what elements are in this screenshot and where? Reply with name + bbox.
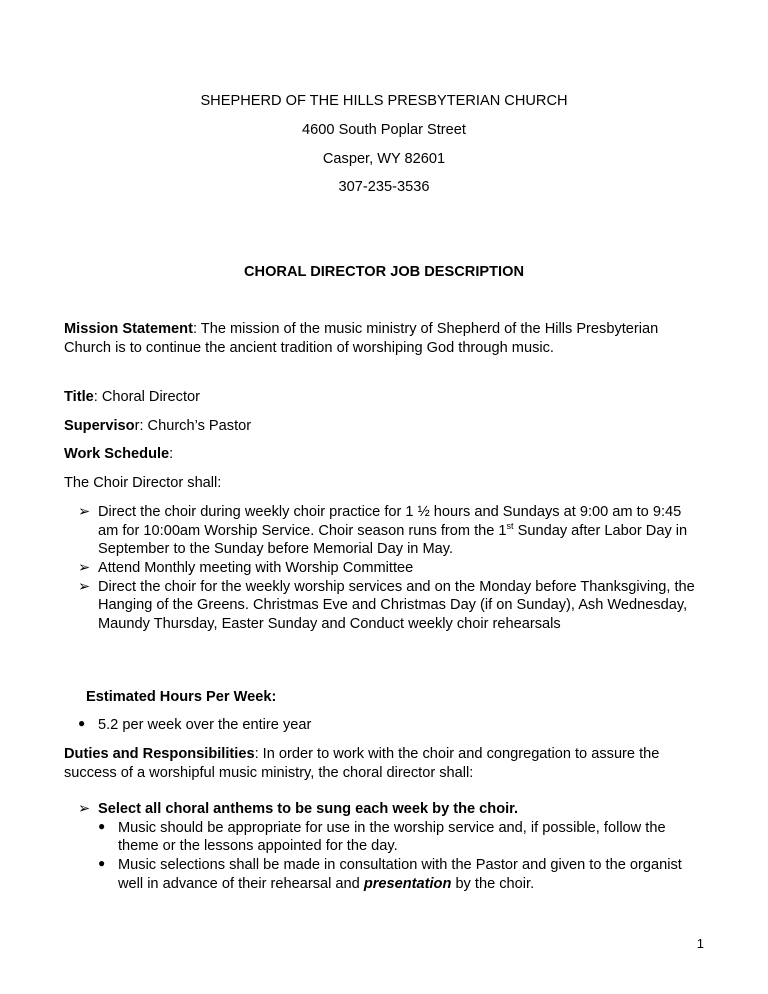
arrow-bullet-icon: ➢ bbox=[78, 560, 91, 577]
hours-label: Estimated Hours Per Week: bbox=[86, 689, 277, 705]
mission-text: : The mission of the music ministry of Shepherd of the Hills Presbyterian Church is to continue the ancient tradition of worshiping God through music. bbox=[64, 321, 659, 356]
mission-label: Mission Statement bbox=[64, 321, 193, 337]
list-item bbox=[84, 856, 704, 893]
emphasis-word: presentation bbox=[363, 875, 452, 892]
hours-item-text: 5.2 per week over the entire year bbox=[98, 717, 312, 733]
schedule-item-1-text-cont: Sunday after Labor Day in September to the Sunday before Memorial Day in May. bbox=[98, 522, 688, 558]
arrow-bullet-icon: ➢ bbox=[78, 504, 91, 520]
supervisor-line bbox=[64, 417, 704, 436]
schedule-item-2-text: Attend Monthly meeting with Worship Committee bbox=[98, 560, 414, 577]
ordinal-suffix: st bbox=[506, 520, 514, 531]
duties-sub-item-2: Music selections shall be made in consultation with the Pastor and given to the organist well in advance of their rehearsal and bbox=[118, 857, 682, 892]
church-city: Casper, WY 82601 bbox=[322, 151, 446, 167]
dot-bullet-icon: ● bbox=[78, 716, 86, 730]
church-street: 4600 South Poplar Street bbox=[302, 122, 466, 138]
duties-main-item: Select all choral anthems to be sung each week by the choir. bbox=[98, 801, 519, 817]
supervisor-value: : Church’s Pastor bbox=[139, 418, 252, 434]
arrow-bullet-icon: ➢ bbox=[78, 578, 91, 595]
page-number: 1 bbox=[696, 936, 704, 951]
list-item bbox=[64, 800, 704, 893]
schedule-item-1-text: Direct the choir during weekly choir practice for 1 ½ hours and Sundays at 9:00 am to 9:45 am for 10:00am Worship Service. Choir season runs from the 1 bbox=[98, 504, 682, 539]
work-schedule-label: Work Schedule bbox=[64, 446, 170, 462]
supervisor-label-rest: r bbox=[134, 418, 140, 434]
hours-heading bbox=[64, 688, 704, 707]
duties-sub-item-2-end: by the choir. bbox=[451, 875, 535, 892]
dot-bullet-icon: ● bbox=[98, 818, 106, 833]
hours-list bbox=[64, 716, 704, 735]
schedule-item-3-text: Direct the choir for the weekly worship services and on the Monday before Thanksgiving, the Hanging of the Greens. Christmas Eve and Christmas Day (if on Sunday), Ash Wednesday, Maundy Thursday, Easter Sunday and Conduct weekly choir rehearsals bbox=[98, 578, 695, 633]
dot-bullet-icon: ● bbox=[98, 856, 106, 871]
list-item bbox=[64, 503, 704, 559]
work-schedule-list bbox=[64, 503, 704, 634]
duties-sub-item-1: Music should be appropriate for use in the worship service and, if possible, follow the theme or the lessons appointed for the day. bbox=[118, 819, 666, 855]
job-title-line bbox=[64, 388, 704, 407]
duties-text: : In order to work with the choir and congregation to assure the success of a worshipful music ministry, the choral director shall: bbox=[64, 746, 660, 781]
duties-label: Duties and Responsibilities bbox=[64, 746, 255, 762]
job-title-value: : Choral Director bbox=[93, 389, 200, 405]
work-schedule-intro: The Choir Director shall: bbox=[64, 475, 222, 491]
list-item bbox=[64, 578, 704, 634]
supervisor-label: Superviso bbox=[64, 418, 135, 434]
list-item bbox=[64, 716, 704, 735]
work-schedule-colon: : bbox=[169, 446, 174, 462]
work-schedule-heading bbox=[64, 445, 704, 464]
list-item bbox=[84, 819, 704, 856]
job-title-label: Title bbox=[64, 389, 94, 405]
list-item bbox=[64, 559, 704, 578]
duties-paragraph bbox=[64, 745, 704, 782]
church-phone: 307-235-3536 bbox=[338, 179, 430, 195]
arrow-bullet-icon: ➢ bbox=[78, 801, 91, 817]
document-title: CHORAL DIRECTOR JOB DESCRIPTION bbox=[243, 264, 524, 280]
church-name: SHEPHERD OF THE HILLS PRESBYTERIAN CHURCH bbox=[200, 93, 568, 109]
duties-list bbox=[64, 800, 704, 893]
mission-statement bbox=[64, 320, 704, 357]
